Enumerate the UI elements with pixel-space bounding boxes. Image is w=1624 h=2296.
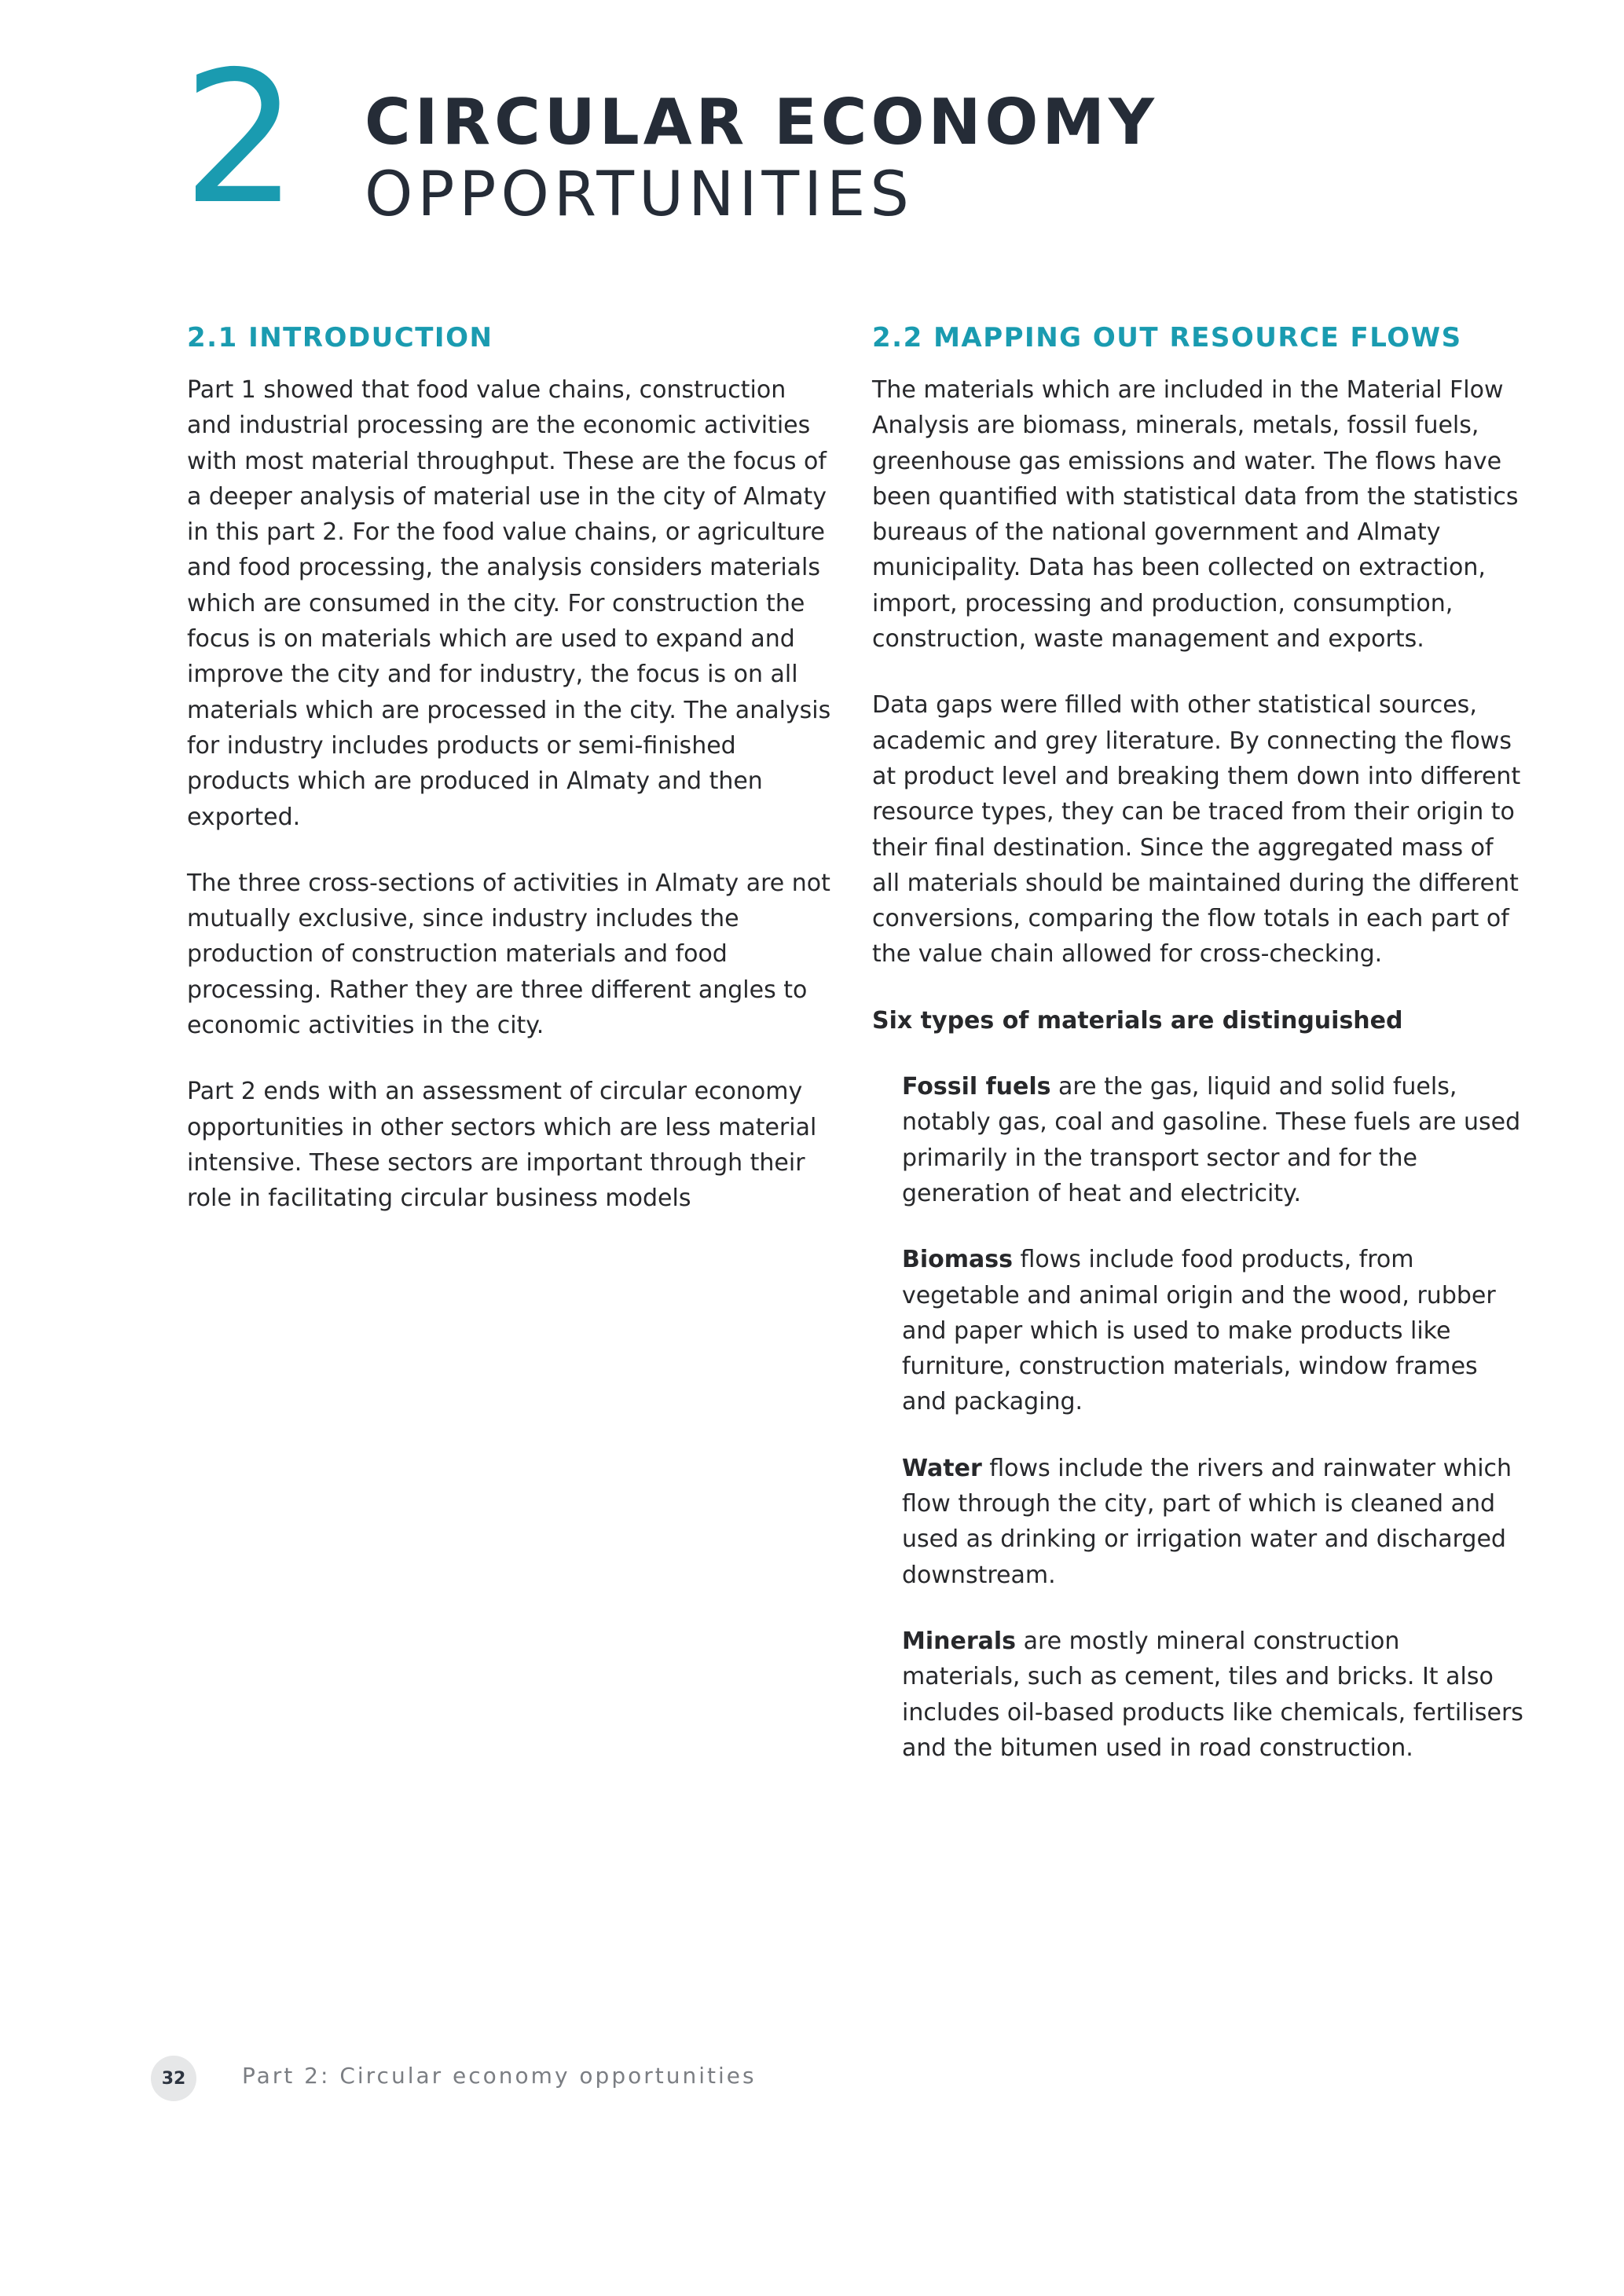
material-term: Biomass <box>902 1246 1013 1274</box>
chapter-title <box>365 85 1158 231</box>
materials-subheading: Six types of materials are distinguished <box>872 1006 1403 1034</box>
material-description: flows include the rivers and rainwater which flow through the city, part of which is cleaned and used as drinking or irrigation water and discharged downstream. <box>902 1454 1512 1589</box>
material-term: Water <box>902 1454 982 1482</box>
material-description: are the gas, liquid and solid fuels, notably gas, coal and gasoline. These fuels are used primarily in the transport sector and for the generation of heat and electricity. <box>902 1073 1521 1207</box>
intro-paragraph-2: The three cross-sections of activities in Almaty are not mutually exclusive, since industry includes the production of construction materials and food processing. Rather they are three different angles to economic activities in the city. <box>187 869 830 1040</box>
page-number-badge: 32 <box>151 2056 196 2101</box>
material-biomass <box>902 1242 1524 1419</box>
running-footer-title: Part 2: Circular economy opportunities <box>242 2063 757 2089</box>
material-description: flows include food products, from vegetable and animal origin and the wood, rubber and paper which is used to make products like furniture, construction materials, window frames and packaging. <box>902 1246 1496 1416</box>
right-column <box>872 320 1524 1796</box>
intro-paragraph-1: Part 1 showed that food value chains, construction and industrial processing are the economic activities with most material throughput. These are the focus of a deeper analysis of material use in the city of Almaty in this part 2. For the food value chains, or agriculture and food processing, the analysis considers materials which are consumed in the city. For construction the focus is on materials which are used to expand and improve the city and for industry, the focus is on all materials which are processed in the city. The analysis for industry includes products or semi-finished products which are produced in Almaty and then exported. <box>187 376 831 831</box>
chapter-title-line2: OPPORTUNITIES <box>365 159 914 230</box>
material-fossil-fuels <box>902 1069 1524 1211</box>
material-description: are mostly mineral construction materials, such as cement, tiles and bricks. It also includes oil-based products like chemicals, fertilisers and the bitumen used in road construction. <box>902 1627 1523 1762</box>
flows-paragraph-1: The materials which are included in the Material Flow Analysis are biomass, minerals, metals, fossil fuels, greenhouse gas emissions and water. The flows have been quantified with statistical data from the statistics bureaus of the national government and Almaty municipality. Data has been collected on extraction, import, processing and production, consumption, construction, waste management and exports. <box>872 376 1519 654</box>
flows-paragraph-2: Data gaps were filled with other statistical sources, academic and grey literature. By connecting the flows at product level and breaking them down into different resource types, they can be traced from their origin to their final destination. Since the aggregated mass of all materials should be maintained during the different conversions, comparing the flow totals in each part of the value chain allowed for cross-checking. <box>872 691 1521 969</box>
left-column <box>187 320 831 1247</box>
material-term: Fossil fuels <box>902 1073 1051 1101</box>
material-water <box>902 1451 1524 1593</box>
material-term: Minerals <box>902 1627 1017 1655</box>
chapter-title-line1: CIRCULAR ECONOMY <box>365 86 1158 159</box>
material-minerals <box>902 1624 1524 1766</box>
section-heading-resource-flows: 2.2 MAPPING OUT RESOURCE FLOWS <box>872 322 1462 353</box>
section-heading-introduction: 2.1 INTRODUCTION <box>187 322 493 353</box>
intro-paragraph-3: Part 2 ends with an assessment of circular economy opportunities in other sectors which are less material intensive. These sectors are important through their role in facilitating circular business models <box>187 1078 817 1213</box>
chapter-number: 2 <box>182 32 295 244</box>
